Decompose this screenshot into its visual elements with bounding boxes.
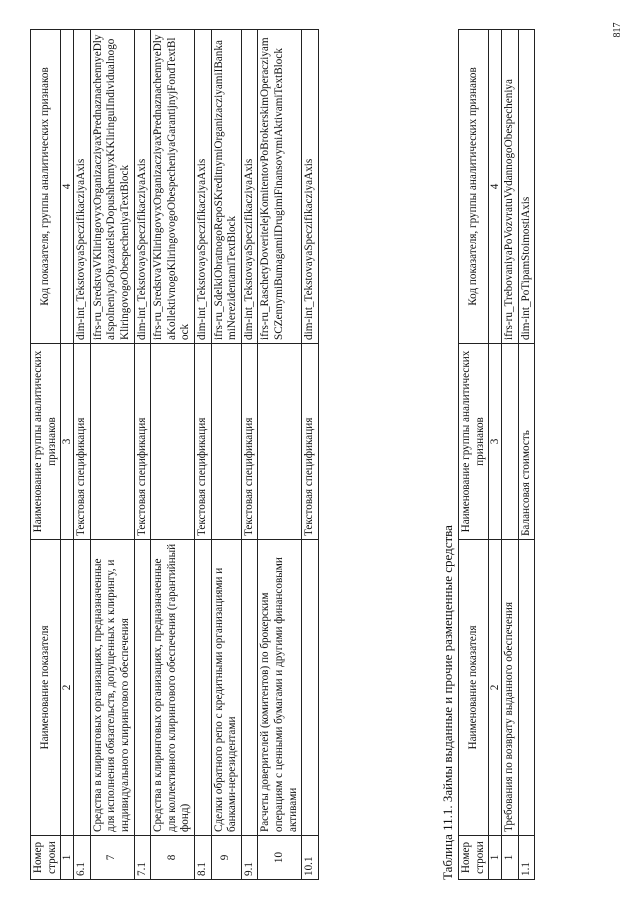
indicator-code: ifrs-ru_RaschetyDoveritelejKomitentovPoBrokerskimOperacziyamSCZennymiBumagamiIDrugimiFinansovymiAktivamiTextBlock xyxy=(258,30,302,344)
indicator-name xyxy=(194,540,211,836)
indicator-code: ifrs-ru_SredstvaVKliringovyxOrganizacziyaxPrednaznachennyeDlyaKollektivnogoKliringovogoObespecheniyaGarantijnyjFondTextBlock xyxy=(151,30,195,344)
indicator-code: ifrs-ru_SredstvaVKliringovyxOrganizacziyaxPrednaznachennyeDlyaIspolneniyaObyazatelstvDopushhennyxKKliringuIIndividualnogoKliringovogoObespecheniyaTextBlock xyxy=(90,30,134,344)
indicator-code: dim-int_TekstovayaSpeczifikacziyaAxis xyxy=(302,30,319,344)
column-number: 1 xyxy=(61,836,74,880)
table-header-row xyxy=(31,30,61,880)
page-number: 817 xyxy=(612,22,623,38)
table-row xyxy=(194,30,211,880)
group-name xyxy=(211,344,241,540)
indicator-name xyxy=(302,540,319,836)
loans-table xyxy=(458,29,535,880)
row-number: 10 xyxy=(258,836,302,880)
row-number: 10.1 xyxy=(302,836,319,880)
header-code: Код показателя, группы аналитических признаков xyxy=(459,30,489,344)
indicator-name: Средства в клиринговых организациях, предназначенные для коллективного клирингового обеспечения (гарантийный фонд) xyxy=(151,540,195,836)
table-row xyxy=(151,30,195,880)
group-name xyxy=(90,344,134,540)
group-name: Текстовая спецификация xyxy=(134,344,151,540)
column-number: 2 xyxy=(61,540,74,836)
indicator-code: ifrs-ru_SdelkiObratnogoRepoSKreditnymiOrganizacziyamiIBankamiNerezidentamiTextBlock xyxy=(211,30,241,344)
indicator-name: Сделки обратного репо с кредитными организациями и банками-нерезидентами xyxy=(211,540,241,836)
group-name: Текстовая спецификация xyxy=(74,344,91,540)
group-name xyxy=(502,344,519,540)
column-number: 3 xyxy=(61,344,74,540)
indicator-name xyxy=(241,540,258,836)
group-name: Текстовая спецификация xyxy=(302,344,319,540)
table-row xyxy=(134,30,151,880)
row-number: 1 xyxy=(502,836,519,880)
indicator-code: ifrs-ru_TrebovaniyaPoVozvratuVydannogoObespecheniya xyxy=(502,30,519,344)
header-row-number: Номер строки xyxy=(31,836,61,880)
column-number-row xyxy=(489,30,502,880)
column-number-row xyxy=(61,30,74,880)
row-number: 9 xyxy=(211,836,241,880)
row-number: 7.1 xyxy=(134,836,151,880)
group-name xyxy=(258,344,302,540)
column-number: 3 xyxy=(489,344,502,540)
header-group-name: Наименование группы аналитических признаков xyxy=(31,344,61,540)
row-number: 8 xyxy=(151,836,195,880)
column-number: 4 xyxy=(61,30,74,344)
row-number: 1.1 xyxy=(518,836,535,880)
table-row xyxy=(211,30,241,880)
group-name: Текстовая спецификация xyxy=(241,344,258,540)
table-row xyxy=(502,30,519,880)
indicator-name xyxy=(518,540,535,836)
header-code: Код показателя, группы аналитических признаков xyxy=(31,30,61,344)
table-row xyxy=(74,30,91,880)
row-number: 8.1 xyxy=(194,836,211,880)
header-indicator-name: Наименование показателя xyxy=(459,540,489,836)
indicator-name: Средства в клиринговых организациях, предназначенные для исполнения обязательств, допущенных к клирингу, и индивидуального клирингового обеспечения xyxy=(90,540,134,836)
table-caption: Таблица 11.1. Займы выданные и прочие размещенные средства xyxy=(440,525,455,880)
indicator-name: Требования по возврату выданного обеспечения xyxy=(502,540,519,836)
column-number: 4 xyxy=(489,30,502,344)
indicator-code: dim-int_TekstovayaSpeczifikacziyaAxis xyxy=(74,30,91,344)
table-row xyxy=(258,30,302,880)
indicator-code: dim-int_TekstovayaSpeczifikacziyaAxis xyxy=(194,30,211,344)
column-number: 2 xyxy=(489,540,502,836)
group-name: Балансовая стоимость xyxy=(518,344,535,540)
header-group-name: Наименование группы аналитических признаков xyxy=(459,344,489,540)
indicator-name: Расчеты доверителей (комитентов) по брокерским операциям с ценными бумагами и другими финансовыми активами xyxy=(258,540,302,836)
group-name: Текстовая спецификация xyxy=(194,344,211,540)
table-header-row xyxy=(459,30,489,880)
column-number: 1 xyxy=(489,836,502,880)
indicator-code: dim-int_PoTipamStoimostiAxis xyxy=(518,30,535,344)
row-number: 7 xyxy=(90,836,134,880)
row-number: 9.1 xyxy=(241,836,258,880)
table-row xyxy=(241,30,258,880)
rotated-page-content xyxy=(30,30,600,880)
indicator-name xyxy=(74,540,91,836)
indicator-code: dim-int_TekstovayaSpeczifikacziyaAxis xyxy=(241,30,258,344)
indicators-table xyxy=(30,29,319,880)
indicator-code: dim-int_TekstovayaSpeczifikacziyaAxis xyxy=(134,30,151,344)
indicator-name xyxy=(134,540,151,836)
group-name xyxy=(151,344,195,540)
table-row xyxy=(518,30,535,880)
header-indicator-name: Наименование показателя xyxy=(31,540,61,836)
table-row xyxy=(90,30,134,880)
table-row xyxy=(302,30,319,880)
row-number: 6.1 xyxy=(74,836,91,880)
header-row-number: Номер строки xyxy=(459,836,489,880)
